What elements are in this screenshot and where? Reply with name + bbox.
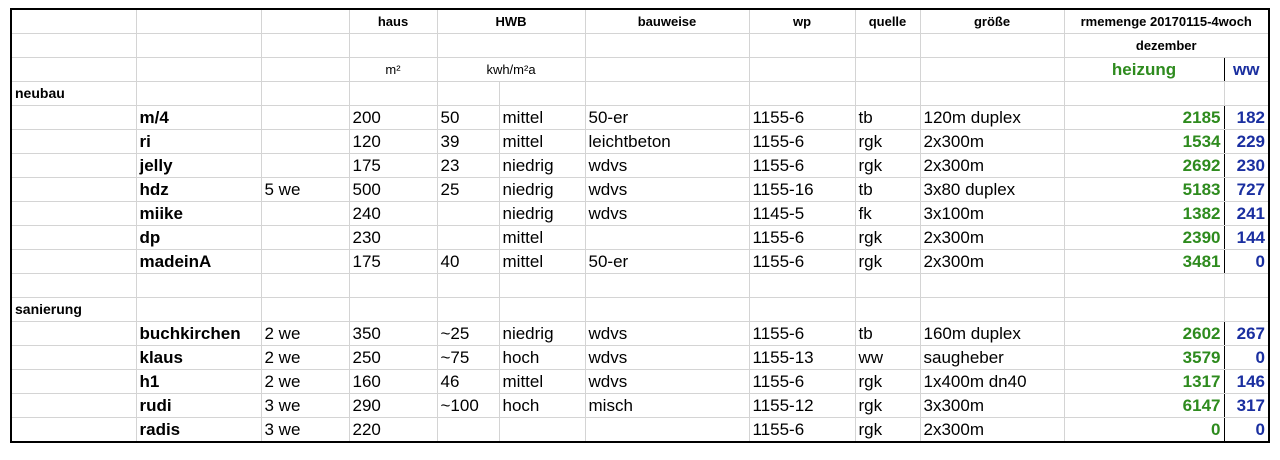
cell-quelle[interactable]: ww — [855, 346, 920, 370]
cell-haus[interactable]: 200 — [349, 106, 437, 130]
cell-empty[interactable] — [585, 58, 749, 82]
cell-empty[interactable] — [1064, 274, 1224, 298]
cell-empty[interactable] — [11, 34, 136, 58]
cell-we[interactable]: 2 we — [261, 322, 349, 346]
cell-haus[interactable]: 120 — [349, 130, 437, 154]
cell-wp[interactable]: 1155-6 — [749, 130, 855, 154]
cell-empty[interactable] — [1224, 298, 1269, 322]
header-groesse[interactable]: größe — [920, 9, 1064, 34]
header-wp[interactable]: wp — [749, 9, 855, 34]
cell-empty[interactable] — [11, 178, 136, 202]
cell-ww[interactable]: 317 — [1224, 394, 1269, 418]
cell-empty[interactable] — [136, 9, 261, 34]
cell-heizung[interactable]: 3481 — [1064, 250, 1224, 274]
cell-wp[interactable]: 1155-6 — [749, 322, 855, 346]
cell-we[interactable]: 3 we — [261, 418, 349, 443]
cell-name[interactable]: radis — [136, 418, 261, 443]
cell-empty[interactable] — [11, 346, 136, 370]
cell-empty[interactable] — [1224, 274, 1269, 298]
cell-level[interactable]: niedrig — [499, 202, 585, 226]
cell-heizung[interactable]: 1317 — [1064, 370, 1224, 394]
table-row — [11, 250, 1269, 274]
cell-empty[interactable] — [1064, 298, 1224, 322]
table-row — [11, 346, 1269, 370]
cell-quelle[interactable]: rgk — [855, 250, 920, 274]
cell-ww[interactable]: 727 — [1224, 178, 1269, 202]
cell-quelle[interactable]: rgk — [855, 154, 920, 178]
cell-haus[interactable]: 175 — [349, 250, 437, 274]
cell-hwb[interactable]: 25 — [437, 178, 499, 202]
cell-hwb[interactable]: ~25 — [437, 322, 499, 346]
cell-groesse[interactable]: 2x300m — [920, 250, 1064, 274]
cell-name[interactable]: buchkirchen — [136, 322, 261, 346]
cell-empty[interactable] — [11, 58, 136, 82]
cell-name[interactable]: dp — [136, 226, 261, 250]
cell-hwb[interactable]: ~100 — [437, 394, 499, 418]
cell-level[interactable] — [499, 418, 585, 443]
cell-groesse[interactable]: 1x400m dn40 — [920, 370, 1064, 394]
cell-wp[interactable]: 1145-5 — [749, 202, 855, 226]
month-row — [11, 34, 1269, 58]
cell-ww[interactable]: 267 — [1224, 322, 1269, 346]
cell-empty[interactable] — [136, 58, 261, 82]
cell-empty[interactable] — [585, 298, 749, 322]
spacer-row — [11, 274, 1269, 298]
cell-empty[interactable] — [499, 274, 585, 298]
cell-empty[interactable] — [349, 34, 437, 58]
cell-level[interactable]: mittel — [499, 370, 585, 394]
cell-we[interactable] — [261, 154, 349, 178]
cell-groesse[interactable]: 2x300m — [920, 226, 1064, 250]
cell-name[interactable]: m/4 — [136, 106, 261, 130]
cell-hwb[interactable]: ~75 — [437, 346, 499, 370]
cell-empty[interactable] — [11, 106, 136, 130]
cell-empty[interactable] — [349, 298, 437, 322]
cell-empty[interactable] — [437, 298, 499, 322]
cell-we[interactable] — [261, 106, 349, 130]
cell-empty[interactable] — [437, 82, 499, 106]
cell-empty[interactable] — [349, 274, 437, 298]
table-row — [11, 370, 1269, 394]
spreadsheet-table — [10, 8, 1270, 443]
cell-level[interactable]: niedrig — [499, 322, 585, 346]
header-month[interactable]: dezember — [1064, 34, 1269, 58]
cell-ww[interactable]: 0 — [1224, 418, 1269, 443]
cell-haus[interactable]: 230 — [349, 226, 437, 250]
cell-haus[interactable]: 175 — [349, 154, 437, 178]
cell-level[interactable]: mittel — [499, 130, 585, 154]
cell-haus[interactable]: 220 — [349, 418, 437, 443]
cell-haus[interactable]: 500 — [349, 178, 437, 202]
cell-we[interactable] — [261, 250, 349, 274]
cell-hwb[interactable]: 40 — [437, 250, 499, 274]
cell-heizung[interactable]: 0 — [1064, 418, 1224, 443]
unit-row — [11, 58, 1269, 82]
cell-name[interactable]: hdz — [136, 178, 261, 202]
table-row — [11, 178, 1269, 202]
table-row — [11, 154, 1269, 178]
cell-quelle[interactable]: tb — [855, 322, 920, 346]
cell-heizung[interactable]: 2185 — [1064, 106, 1224, 130]
cell-bauweise[interactable]: misch — [585, 394, 749, 418]
cell-ww[interactable]: 144 — [1224, 226, 1269, 250]
cell-hwb[interactable] — [437, 226, 499, 250]
cell-heizung[interactable]: 2692 — [1064, 154, 1224, 178]
cell-we[interactable]: 3 we — [261, 394, 349, 418]
header-hwb[interactable]: HWB — [437, 9, 585, 34]
cell-groesse[interactable]: saugheber — [920, 346, 1064, 370]
cell-quelle[interactable]: rgk — [855, 370, 920, 394]
cell-bauweise[interactable] — [585, 226, 749, 250]
cell-empty[interactable] — [855, 82, 920, 106]
cell-ww[interactable]: 146 — [1224, 370, 1269, 394]
cell-ww[interactable]: 230 — [1224, 154, 1269, 178]
cell-empty[interactable] — [11, 370, 136, 394]
cell-bauweise[interactable]: wdvs — [585, 202, 749, 226]
table-row — [11, 106, 1269, 130]
cell-wp[interactable]: 1155-6 — [749, 106, 855, 130]
cell-name[interactable]: miike — [136, 202, 261, 226]
cell-haus[interactable]: 240 — [349, 202, 437, 226]
cell-empty[interactable] — [920, 82, 1064, 106]
section-row — [11, 298, 1269, 322]
cell-groesse[interactable]: 2x300m — [920, 130, 1064, 154]
cell-name[interactable]: rudi — [136, 394, 261, 418]
cell-groesse[interactable]: 2x300m — [920, 154, 1064, 178]
cell-empty[interactable] — [437, 34, 585, 58]
cell-empty[interactable] — [11, 9, 136, 34]
cell-empty[interactable] — [749, 82, 855, 106]
cell-empty[interactable] — [499, 82, 585, 106]
cell-empty[interactable] — [855, 274, 920, 298]
cell-hwb[interactable]: 50 — [437, 106, 499, 130]
cell-name[interactable]: jelly — [136, 154, 261, 178]
cell-bauweise[interactable]: 50-er — [585, 250, 749, 274]
cell-bauweise[interactable]: 50-er — [585, 106, 749, 130]
cell-groesse[interactable]: 3x80 duplex — [920, 178, 1064, 202]
cell-groesse[interactable]: 120m duplex — [920, 106, 1064, 130]
cell-empty[interactable] — [261, 274, 349, 298]
cell-empty[interactable] — [499, 298, 585, 322]
cell-level[interactable]: mittel — [499, 250, 585, 274]
cell-ww[interactable]: 229 — [1224, 130, 1269, 154]
cell-heizung[interactable]: 1534 — [1064, 130, 1224, 154]
cell-groesse[interactable]: 3x300m — [920, 394, 1064, 418]
cell-empty[interactable] — [261, 58, 349, 82]
cell-empty[interactable] — [349, 82, 437, 106]
cell-bauweise[interactable]: wdvs — [585, 346, 749, 370]
cell-hwb[interactable]: 39 — [437, 130, 499, 154]
cell-empty[interactable] — [11, 394, 136, 418]
cell-wp[interactable]: 1155-6 — [749, 154, 855, 178]
cell-bauweise[interactable] — [585, 418, 749, 443]
cell-hwb[interactable] — [437, 202, 499, 226]
cell-empty[interactable] — [261, 34, 349, 58]
cell-empty[interactable] — [136, 274, 261, 298]
cell-level[interactable]: niedrig — [499, 154, 585, 178]
header-heizung[interactable]: heizung — [1064, 58, 1224, 82]
cell-empty[interactable] — [585, 82, 749, 106]
cell-hwb[interactable]: 23 — [437, 154, 499, 178]
cell-empty[interactable] — [585, 34, 749, 58]
cell-groesse[interactable]: 2x300m — [920, 418, 1064, 443]
cell-empty[interactable] — [11, 418, 136, 443]
header-bauweise[interactable]: bauweise — [585, 9, 749, 34]
cell-ww[interactable]: 0 — [1224, 346, 1269, 370]
cell-we[interactable] — [261, 202, 349, 226]
table-row — [11, 418, 1269, 443]
cell-level[interactable]: niedrig — [499, 178, 585, 202]
cell-empty[interactable] — [437, 274, 499, 298]
cell-empty[interactable] — [261, 9, 349, 34]
cell-empty[interactable] — [749, 298, 855, 322]
cell-name[interactable]: madeinA — [136, 250, 261, 274]
cell-quelle[interactable]: tb — [855, 106, 920, 130]
cell-wp[interactable]: 1155-13 — [749, 346, 855, 370]
cell-level[interactable]: mittel — [499, 106, 585, 130]
cell-quelle[interactable]: rgk — [855, 418, 920, 443]
header-quelle[interactable]: quelle — [855, 9, 920, 34]
cell-heizung[interactable]: 1382 — [1064, 202, 1224, 226]
section-label[interactable]: sanierung — [11, 298, 136, 322]
cell-heizung[interactable]: 2602 — [1064, 322, 1224, 346]
header-row — [11, 9, 1269, 34]
cell-empty[interactable] — [11, 322, 136, 346]
unit-haus[interactable]: m² — [349, 58, 437, 82]
cell-bauweise[interactable]: wdvs — [585, 154, 749, 178]
cell-bauweise[interactable]: wdvs — [585, 322, 749, 346]
cell-empty[interactable] — [11, 202, 136, 226]
cell-quelle[interactable]: fk — [855, 202, 920, 226]
cell-empty[interactable] — [261, 82, 349, 106]
cell-empty[interactable] — [1064, 82, 1224, 106]
cell-level[interactable]: hoch — [499, 394, 585, 418]
cell-wp[interactable]: 1155-6 — [749, 226, 855, 250]
cell-quelle[interactable]: rgk — [855, 394, 920, 418]
cell-heizung[interactable]: 3579 — [1064, 346, 1224, 370]
cell-wp[interactable]: 1155-16 — [749, 178, 855, 202]
cell-empty[interactable] — [920, 34, 1064, 58]
cell-hwb[interactable] — [437, 418, 499, 443]
cell-we[interactable] — [261, 226, 349, 250]
cell-empty[interactable] — [749, 274, 855, 298]
cell-bauweise[interactable]: wdvs — [585, 370, 749, 394]
cell-wp[interactable]: 1155-6 — [749, 370, 855, 394]
cell-groesse[interactable]: 160m duplex — [920, 322, 1064, 346]
cell-ww[interactable]: 0 — [1224, 250, 1269, 274]
cell-heizung[interactable]: 2390 — [1064, 226, 1224, 250]
table-row — [11, 130, 1269, 154]
cell-level[interactable]: mittel — [499, 226, 585, 250]
cell-bauweise[interactable]: wdvs — [585, 178, 749, 202]
cell-empty[interactable] — [136, 82, 261, 106]
cell-hwb[interactable]: 46 — [437, 370, 499, 394]
cell-empty[interactable] — [11, 154, 136, 178]
cell-bauweise[interactable]: leichtbeton — [585, 130, 749, 154]
cell-quelle[interactable]: rgk — [855, 226, 920, 250]
cell-haus[interactable]: 350 — [349, 322, 437, 346]
cell-empty[interactable] — [920, 58, 1064, 82]
table-row — [11, 394, 1269, 418]
cell-empty[interactable] — [11, 250, 136, 274]
cell-haus[interactable]: 160 — [349, 370, 437, 394]
cell-wp[interactable]: 1155-6 — [749, 250, 855, 274]
cell-we[interactable]: 5 we — [261, 178, 349, 202]
cell-ww[interactable]: 241 — [1224, 202, 1269, 226]
cell-we[interactable] — [261, 130, 349, 154]
cell-haus[interactable]: 250 — [349, 346, 437, 370]
cell-name[interactable]: klaus — [136, 346, 261, 370]
cell-groesse[interactable]: 3x100m — [920, 202, 1064, 226]
cell-level[interactable]: hoch — [499, 346, 585, 370]
cell-empty[interactable] — [261, 298, 349, 322]
cell-ww[interactable]: 182 — [1224, 106, 1269, 130]
cell-we[interactable]: 2 we — [261, 346, 349, 370]
cell-empty[interactable] — [11, 226, 136, 250]
cell-empty[interactable] — [749, 58, 855, 82]
cell-heizung[interactable]: 6147 — [1064, 394, 1224, 418]
cell-empty[interactable] — [136, 34, 261, 58]
cell-wp[interactable]: 1155-12 — [749, 394, 855, 418]
cell-empty[interactable] — [855, 58, 920, 82]
header-waermemenge[interactable]: rmemenge 20170115-4woch — [1064, 9, 1269, 34]
section-label[interactable]: neubau — [11, 82, 136, 106]
table-row — [11, 322, 1269, 346]
cell-heizung[interactable]: 5183 — [1064, 178, 1224, 202]
cell-name[interactable]: ri — [136, 130, 261, 154]
cell-we[interactable]: 2 we — [261, 370, 349, 394]
cell-empty[interactable] — [749, 34, 855, 58]
section-row — [11, 82, 1269, 106]
cell-quelle[interactable]: tb — [855, 178, 920, 202]
cell-empty[interactable] — [855, 34, 920, 58]
cell-empty[interactable] — [11, 274, 136, 298]
header-haus[interactable]: haus — [349, 9, 437, 34]
cell-haus[interactable]: 290 — [349, 394, 437, 418]
cell-quelle[interactable]: rgk — [855, 130, 920, 154]
table-row — [11, 226, 1269, 250]
cell-empty[interactable] — [136, 298, 261, 322]
cell-wp[interactable]: 1155-6 — [749, 418, 855, 443]
cell-empty[interactable] — [585, 274, 749, 298]
cell-empty[interactable] — [1224, 82, 1269, 106]
cell-empty[interactable] — [855, 298, 920, 322]
cell-empty[interactable] — [920, 274, 1064, 298]
table-row — [11, 202, 1269, 226]
header-ww[interactable]: ww — [1224, 58, 1269, 82]
cell-empty[interactable] — [11, 130, 136, 154]
cell-name[interactable]: h1 — [136, 370, 261, 394]
cell-empty[interactable] — [920, 298, 1064, 322]
unit-hwb[interactable]: kwh/m²a — [437, 58, 585, 82]
table-body — [11, 9, 1269, 442]
